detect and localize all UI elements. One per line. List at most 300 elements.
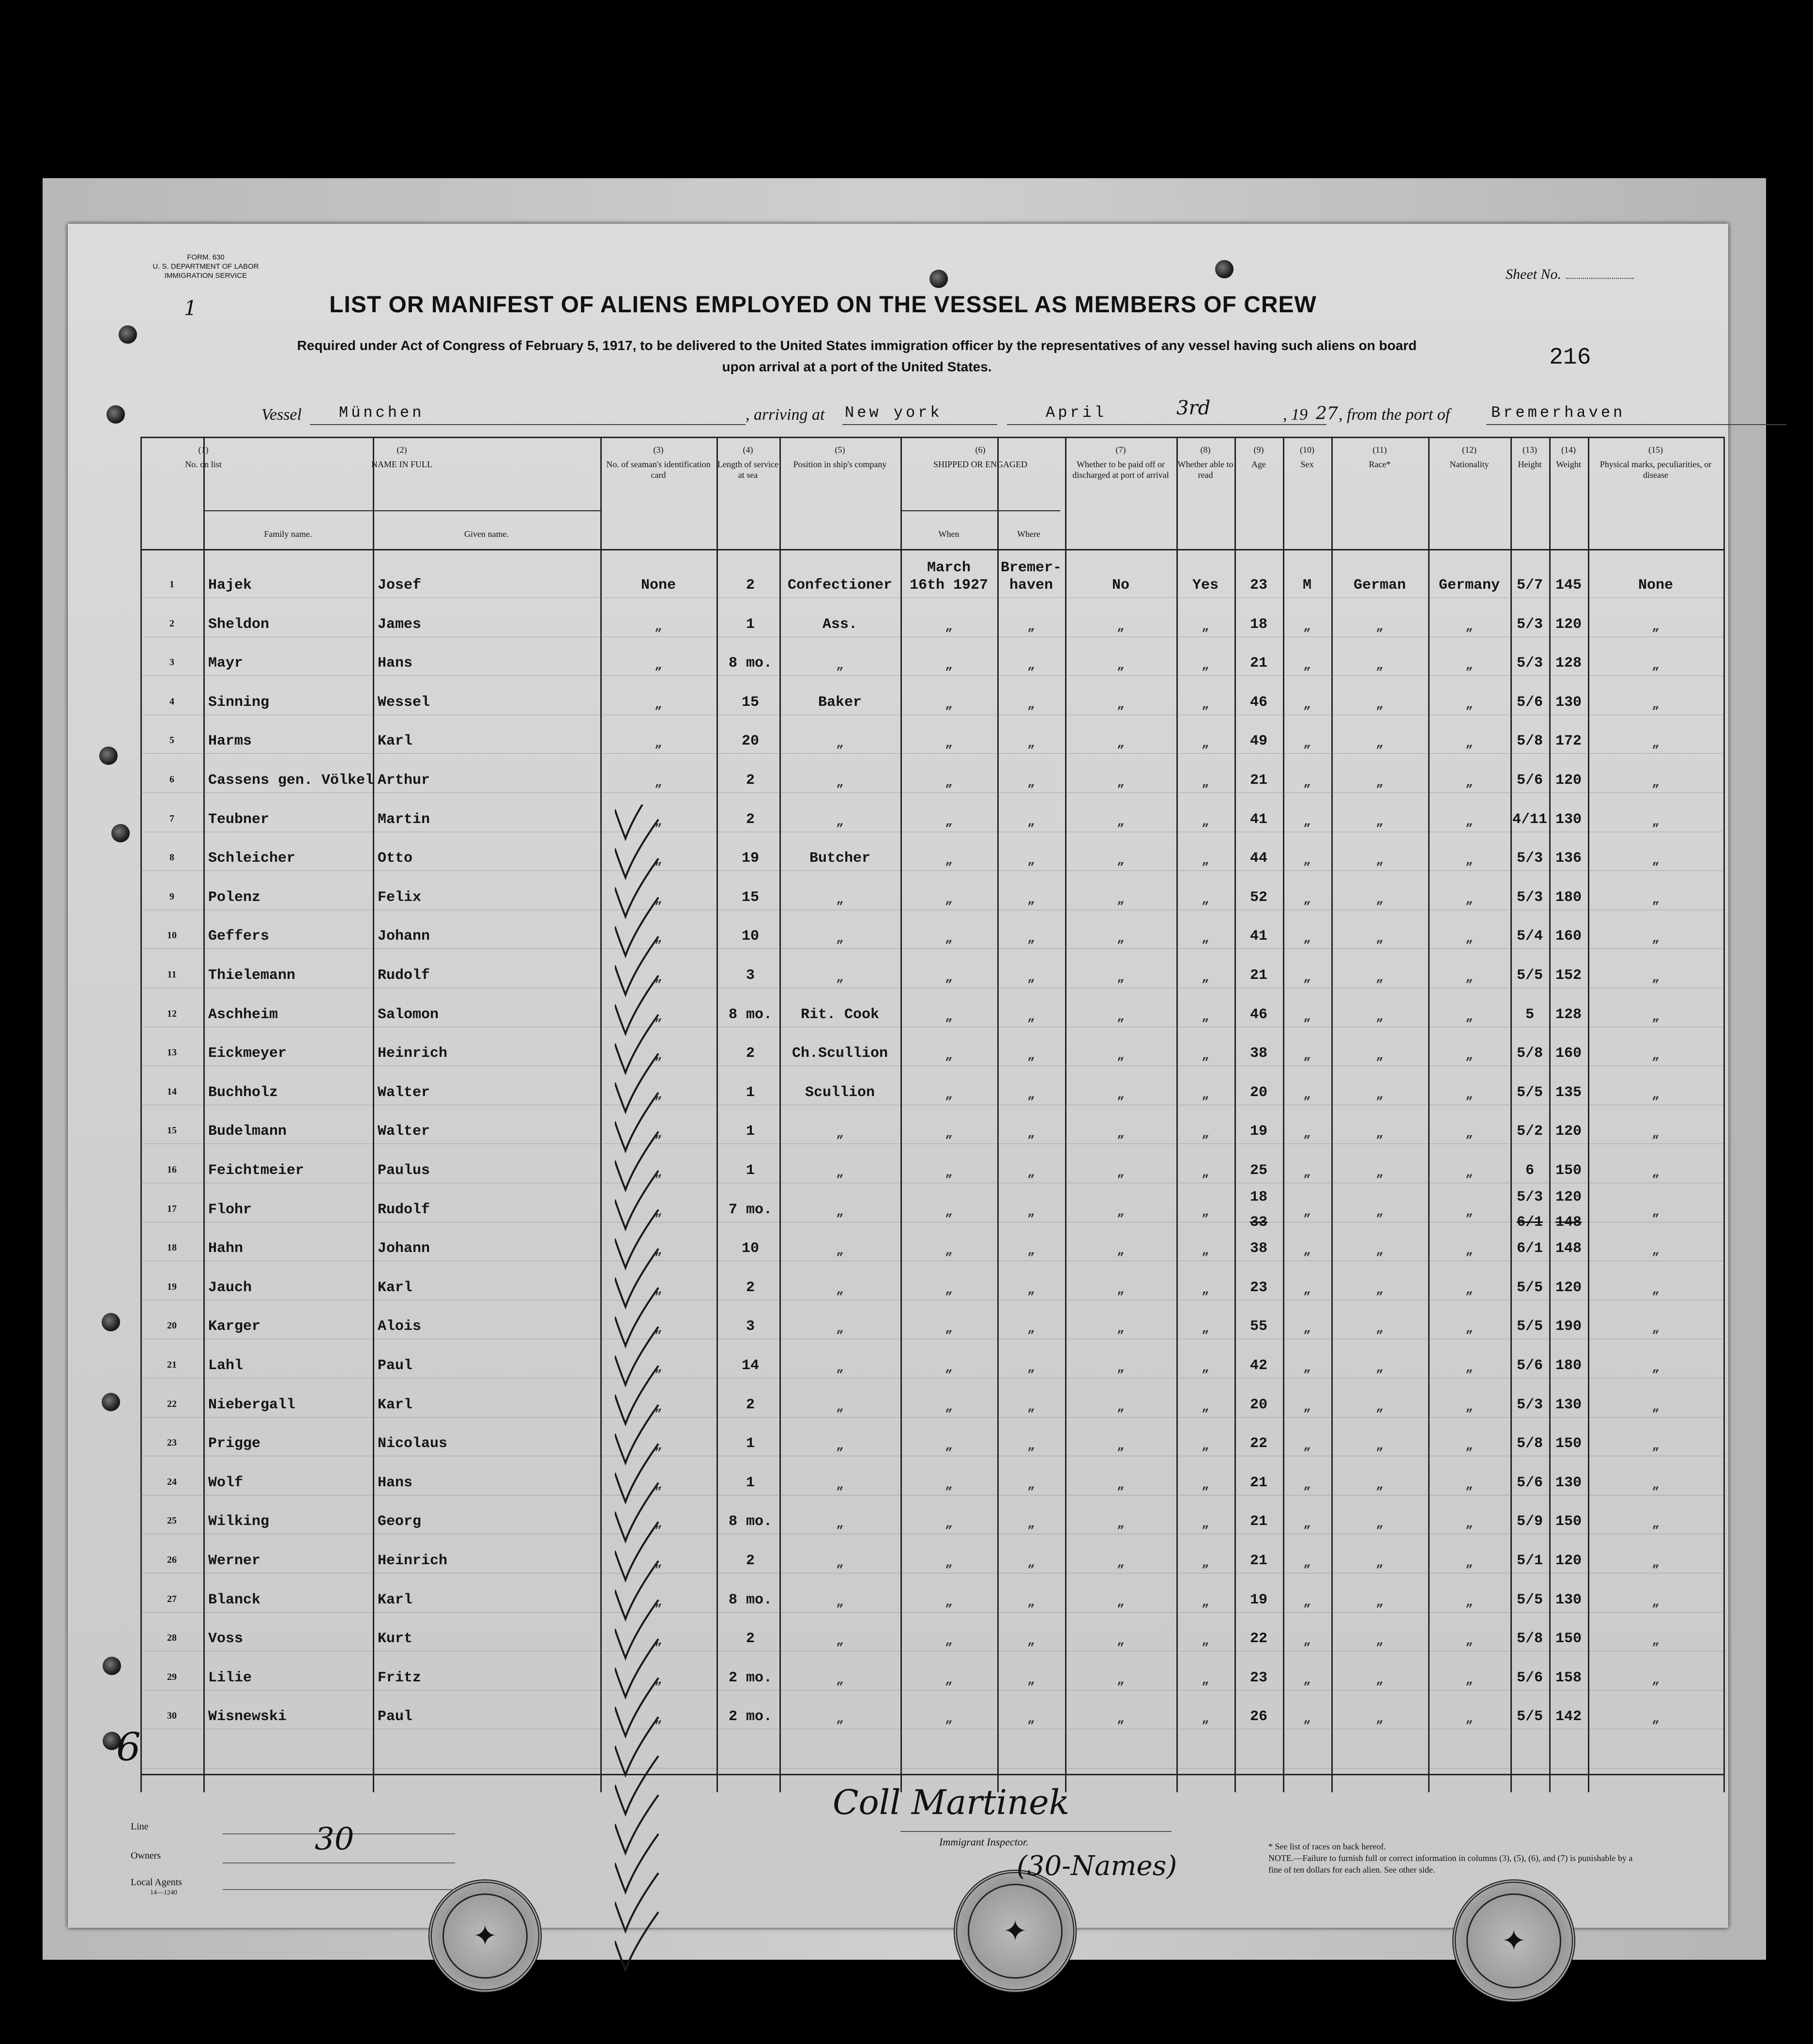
age: 38: [1249, 1045, 1267, 1062]
given-name: Martin: [378, 811, 430, 828]
age: 55: [1249, 1318, 1267, 1335]
ditto-mark: „: [1027, 775, 1035, 790]
ditto-mark: „: [945, 970, 953, 985]
length-of-service: 2: [746, 1045, 755, 1062]
length-of-service: 1: [746, 1435, 755, 1452]
column-line: [1428, 437, 1430, 1792]
ditto-mark: „: [1376, 697, 1384, 712]
ditto-mark: „: [1652, 1087, 1660, 1102]
ditto-mark: „: [1376, 970, 1384, 985]
row-number: 22: [167, 1398, 177, 1409]
age: 18: [1249, 1189, 1267, 1205]
ditto-mark: „: [1027, 658, 1035, 673]
ditto-mark: „: [1652, 814, 1660, 829]
department-name: U. S. DEPARTMENT OF LABOR: [152, 262, 259, 271]
year-prefix: , 19: [1283, 406, 1308, 424]
shipped-where: Bremer-: [1000, 560, 1062, 576]
ditto-mark: „: [1117, 892, 1125, 907]
ditto-mark: „: [945, 1711, 953, 1726]
ditto-mark: „: [945, 1360, 953, 1375]
ditto-mark: „: [945, 1399, 953, 1414]
given-name: Nicolaus: [378, 1435, 448, 1452]
length-of-service: 3: [746, 1318, 755, 1335]
weight: 120: [1555, 1553, 1582, 1569]
ditto-mark: „: [1652, 1360, 1660, 1375]
ditto-mark: „: [945, 1633, 953, 1648]
weight: 160: [1555, 928, 1582, 945]
ship-position: Ch.Scullion: [792, 1045, 888, 1062]
age: 19: [1249, 1123, 1267, 1140]
weight: 145: [1555, 577, 1582, 594]
weight: 120: [1555, 1189, 1582, 1205]
ditto-mark: „: [945, 697, 953, 712]
given-name: Otto: [378, 850, 413, 867]
ditto-mark: „: [1376, 1711, 1384, 1726]
header-given: Given name.: [464, 529, 509, 539]
struck-weight: 148: [1555, 1214, 1582, 1231]
ditto-mark: „: [836, 1321, 844, 1336]
family-name: Thielemann: [208, 967, 296, 984]
length-of-service: 14: [741, 1358, 759, 1374]
ditto-mark: „: [1652, 1126, 1660, 1141]
ditto-mark: „: [1376, 814, 1384, 829]
ditto-mark: „: [1465, 1516, 1473, 1531]
ditto-mark: „: [836, 1399, 844, 1414]
header-num: (3): [653, 445, 664, 455]
weight: 190: [1555, 1318, 1582, 1335]
sheet-label: Sheet No.: [1506, 266, 1561, 282]
inspector-label: Immigrant Inspector.: [939, 1836, 1029, 1848]
header-label: SHIPPED OR ENGAGED: [933, 459, 1027, 469]
ditto-mark: „: [1202, 736, 1209, 751]
race-note: * See list of races on back hereof.: [1268, 1842, 1386, 1851]
ditto-mark: „: [1465, 1165, 1473, 1180]
row-number: 29: [167, 1671, 177, 1682]
ditto-mark: „: [1117, 1048, 1125, 1063]
ditto-mark: „: [1652, 931, 1660, 946]
vessel-name: München: [339, 404, 425, 422]
ditto-mark: „: [655, 1165, 662, 1180]
age: 20: [1249, 1396, 1267, 1413]
length-of-service: 10: [741, 928, 759, 945]
ditto-mark: „: [836, 775, 844, 790]
ditto-mark: „: [1027, 1009, 1035, 1024]
height: 5/8: [1516, 733, 1543, 750]
ditto-mark: „: [1027, 1282, 1035, 1297]
ditto-mark: „: [1202, 1204, 1209, 1219]
given-name: Salomon: [378, 1006, 439, 1023]
given-name: Fritz: [378, 1669, 422, 1686]
ditto-mark: „: [1376, 775, 1384, 790]
year-suffix: 27: [1316, 404, 1338, 424]
ditto-mark: „: [1027, 1126, 1035, 1141]
ditto-mark: „: [1376, 1243, 1384, 1258]
ditto-mark: „: [1376, 853, 1384, 868]
weight: 172: [1555, 733, 1582, 750]
vessel-label: Vessel: [261, 406, 302, 424]
manifest-page: [68, 224, 1728, 1957]
ditto-mark: „: [836, 1360, 844, 1375]
ditto-mark: „: [1652, 853, 1660, 868]
ditto-mark: „: [1202, 1048, 1209, 1063]
footnote: [1268, 1841, 1646, 1876]
height: 5/6: [1516, 1358, 1543, 1374]
height: 5/3: [1516, 655, 1543, 672]
ditto-mark: „: [945, 1321, 953, 1336]
row-rule: [140, 597, 1723, 598]
ditto-mark: „: [1117, 931, 1125, 946]
punch-hole: [107, 405, 125, 424]
ditto-mark: „: [1303, 1204, 1311, 1219]
ditto-mark: „: [1303, 1360, 1311, 1375]
ditto-mark: „: [1027, 1516, 1035, 1531]
length-of-service: 10: [741, 1240, 759, 1257]
height: 5/3: [1516, 889, 1543, 906]
ditto-mark: „: [1027, 1204, 1035, 1219]
row-number: 28: [167, 1632, 177, 1644]
shipped-when: 16th 1927: [909, 577, 989, 594]
consulate-stamp: [954, 1870, 1077, 1993]
row-number: 20: [167, 1320, 177, 1331]
family-name: Mayr: [208, 655, 244, 672]
struck-height: 6/1: [1516, 1214, 1543, 1231]
header-name: [203, 444, 600, 470]
ditto-mark: „: [1202, 1009, 1209, 1024]
given-name: Johann: [378, 1240, 430, 1257]
age: 44: [1249, 850, 1267, 867]
ditto-mark: „: [1202, 619, 1209, 634]
family-name: Buchholz: [208, 1084, 278, 1101]
signature-line: [900, 1831, 1172, 1832]
height: 5/5: [1516, 1318, 1543, 1335]
ditto-mark: „: [1202, 892, 1209, 907]
ditto-mark: „: [1027, 1321, 1035, 1336]
ditto-mark: „: [1465, 931, 1473, 946]
column-line: [1510, 437, 1512, 1792]
ditto-mark: „: [1652, 1477, 1660, 1492]
given-name: Rudolf: [378, 967, 430, 984]
row-number: 8: [169, 852, 174, 863]
given-name: Paul: [378, 1708, 413, 1725]
length-of-service: 2 mo.: [728, 1708, 772, 1725]
header-label: Weight: [1556, 459, 1581, 469]
ditto-mark: „: [836, 1711, 844, 1726]
ditto-mark: „: [1202, 1672, 1209, 1687]
eagle-icon: ✦: [1003, 1915, 1028, 1947]
ditto-mark: „: [1303, 1009, 1311, 1024]
ditto-mark: „: [1652, 1165, 1660, 1180]
page-subtitle: Required under Act of Congress of February 5, 1917, to be delivered to the United States immigration officer by the representatives of any vessel having such aliens on board upon arrival at a port of the United States.: [297, 338, 1417, 374]
underline: [842, 424, 997, 425]
family-name: Cassens gen. Völkel: [208, 772, 374, 789]
header-race: [1331, 444, 1428, 470]
race: German: [1353, 577, 1406, 594]
ditto-mark: „: [1117, 1126, 1125, 1141]
owners-underline: [223, 1862, 455, 1863]
ditto-mark: „: [1652, 1321, 1660, 1336]
ditto-mark: „: [1202, 1477, 1209, 1492]
ditto-mark: „: [655, 853, 662, 868]
given-name: Karl: [378, 1396, 413, 1413]
given-name: Walter: [378, 1084, 430, 1101]
ditto-mark: „: [1652, 736, 1660, 751]
weight: 158: [1555, 1669, 1582, 1686]
weight: 136: [1555, 850, 1582, 867]
age: 22: [1249, 1631, 1267, 1647]
line-label: Line: [131, 1821, 149, 1832]
ditto-mark: „: [1652, 1243, 1660, 1258]
ditto-mark: „: [1465, 1711, 1473, 1726]
underline: [1486, 424, 1786, 425]
given-name: Hans: [378, 1474, 413, 1491]
row-rule: [140, 1690, 1723, 1691]
header-label: No. of seaman's identification card: [606, 459, 711, 480]
given-name: Walter: [378, 1123, 430, 1140]
ditto-mark: „: [1303, 1672, 1311, 1687]
length-of-service: 2: [746, 772, 755, 789]
able-to-read: Yes: [1192, 577, 1219, 594]
ditto-mark: „: [945, 1048, 953, 1063]
ditto-mark: „: [1465, 658, 1473, 673]
row-number: 10: [167, 930, 177, 941]
height: 5/6: [1516, 694, 1543, 711]
ditto-mark: „: [655, 1711, 662, 1726]
ditto-mark: „: [1303, 892, 1311, 907]
header-num: (12): [1462, 445, 1477, 455]
ditto-mark: „: [1117, 1009, 1125, 1024]
ditto-mark: „: [1117, 619, 1125, 634]
family-name: Voss: [208, 1631, 244, 1647]
paid-off: No: [1112, 577, 1129, 594]
ditto-mark: „: [1202, 1282, 1209, 1297]
header-num: (1): [198, 445, 209, 455]
given-name: Felix: [378, 889, 422, 906]
ditto-mark: „: [1303, 1711, 1311, 1726]
age: 25: [1249, 1162, 1267, 1179]
ditto-mark: „: [1376, 1087, 1384, 1102]
ditto-mark: „: [1117, 1282, 1125, 1297]
ditto-mark: „: [1202, 1087, 1209, 1102]
ditto-mark: „: [1117, 1399, 1125, 1414]
ditto-mark: „: [836, 736, 844, 751]
family-name: Geffers: [208, 928, 270, 945]
ditto-mark: „: [1376, 1477, 1384, 1492]
ditto-mark: „: [945, 775, 953, 790]
ditto-mark: „: [655, 1243, 662, 1258]
family-name: Flohr: [208, 1201, 252, 1218]
header-num: (4): [743, 445, 753, 455]
ditto-mark: „: [836, 1126, 844, 1141]
id-card-number: None: [640, 577, 676, 594]
ditto-mark: „: [1376, 1360, 1384, 1375]
ditto-mark: „: [1376, 1009, 1384, 1024]
age: 46: [1249, 694, 1267, 711]
ditto-mark: „: [1376, 1282, 1384, 1297]
weight: 120: [1555, 1123, 1582, 1140]
header-paid-off: [1065, 444, 1176, 480]
header-label: Position in ship's company: [793, 459, 887, 469]
ditto-mark: „: [945, 1009, 953, 1024]
row-rule: [140, 948, 1723, 949]
ditto-mark: „: [945, 619, 953, 634]
row-rule: [140, 870, 1723, 871]
family-name: Werner: [208, 1553, 261, 1569]
ditto-mark: „: [655, 1672, 662, 1687]
ditto-mark: „: [836, 814, 844, 829]
ditto-mark: „: [945, 1087, 953, 1102]
ditto-mark: „: [655, 1477, 662, 1492]
ditto-mark: „: [945, 1243, 953, 1258]
ditto-mark: „: [1303, 1048, 1311, 1063]
family-name: Wilking: [208, 1513, 270, 1530]
height: 5/5: [1516, 1279, 1543, 1296]
column-line: [1331, 437, 1333, 1792]
ditto-mark: „: [945, 1282, 953, 1297]
age: 21: [1249, 655, 1267, 672]
header-num: (14): [1561, 445, 1576, 455]
ditto-mark: „: [1202, 775, 1209, 790]
given-name: Rudolf: [378, 1201, 430, 1218]
row-number: 24: [167, 1476, 177, 1487]
ditto-mark: „: [655, 1087, 662, 1102]
length-of-service: 2: [746, 1279, 755, 1296]
ditto-mark: „: [1303, 1126, 1311, 1141]
age: 38: [1249, 1240, 1267, 1257]
ditto-mark: „: [1376, 1516, 1384, 1531]
ditto-mark: „: [1027, 1048, 1035, 1063]
ditto-mark: „: [1202, 1321, 1209, 1336]
ditto-mark: „: [1202, 931, 1209, 946]
ditto-mark: „: [1376, 931, 1384, 946]
column-line: [1283, 437, 1284, 1792]
ditto-mark: „: [1465, 1399, 1473, 1414]
length-of-service: 3: [746, 967, 755, 984]
name-subheader-line: [203, 510, 600, 511]
row-number: 5: [169, 735, 174, 746]
ditto-mark: „: [1303, 1087, 1311, 1102]
ditto-mark: „: [1027, 1477, 1035, 1492]
ditto-mark: „: [1303, 1399, 1311, 1414]
height: 5/7: [1516, 577, 1543, 594]
ditto-mark: „: [1117, 1477, 1125, 1492]
ditto-mark: „: [945, 931, 953, 946]
column-line: [1549, 437, 1551, 1792]
weight: 148: [1555, 1240, 1582, 1257]
column-line: [1723, 437, 1725, 1792]
page-title: LIST OR MANIFEST OF ALIENS EMPLOYED ON THE VESSEL AS MEMBERS OF CREW: [329, 292, 1317, 318]
length-of-service: 7 mo.: [728, 1201, 772, 1218]
sex: M: [1302, 577, 1311, 594]
ditto-mark: „: [836, 1672, 844, 1687]
ship-position: Scullion: [805, 1084, 875, 1101]
ditto-mark: „: [1303, 1282, 1311, 1297]
ditto-mark: „: [1027, 892, 1035, 907]
ditto-mark: „: [1117, 1672, 1125, 1687]
ditto-mark: „: [1465, 1009, 1473, 1024]
ditto-mark: „: [1202, 1556, 1209, 1570]
family-name: Prigge: [208, 1435, 261, 1452]
header-weight: [1549, 444, 1588, 470]
family-name: Lahl: [208, 1358, 244, 1374]
eagle-icon: ✦: [1501, 1925, 1526, 1957]
ditto-mark: „: [1465, 1126, 1473, 1141]
ditto-mark: „: [1027, 1165, 1035, 1180]
ditto-mark: „: [1652, 775, 1660, 790]
given-name: Heinrich: [378, 1553, 448, 1569]
header-num: (5): [835, 445, 845, 455]
ditto-mark: „: [1303, 853, 1311, 868]
ditto-mark: „: [945, 1477, 953, 1492]
row-rule: [140, 1417, 1723, 1418]
weight: 130: [1555, 811, 1582, 828]
ditto-mark: „: [1027, 1360, 1035, 1375]
header-service: [716, 444, 779, 480]
given-name: Johann: [378, 928, 430, 945]
given-name: Georg: [378, 1513, 422, 1530]
weight: 135: [1555, 1084, 1582, 1101]
row-rule: [140, 753, 1723, 754]
ditto-mark: „: [655, 1048, 662, 1063]
ditto-mark: „: [655, 931, 662, 946]
column-line: [373, 437, 374, 1792]
arrival-month: April: [1046, 404, 1107, 422]
row-number: 30: [167, 1710, 177, 1722]
length-of-service: 19: [741, 850, 759, 867]
weight: 128: [1555, 655, 1582, 672]
ditto-mark: „: [1027, 1399, 1035, 1414]
column-line: [203, 437, 205, 1792]
ditto-mark: „: [1376, 1438, 1384, 1453]
ditto-mark: „: [1652, 1516, 1660, 1531]
family-name: Karger: [208, 1318, 261, 1335]
weight: 120: [1555, 1279, 1582, 1296]
ditto-mark: „: [945, 1204, 953, 1219]
ditto-mark: „: [945, 1516, 953, 1531]
ditto-mark: „: [1303, 814, 1311, 829]
underline: [1007, 424, 1326, 425]
column-line: [779, 437, 781, 1792]
ditto-mark: „: [836, 1556, 844, 1570]
ditto-mark: „: [1465, 892, 1473, 907]
ditto-mark: „: [1303, 1243, 1311, 1258]
punch-hole: [119, 325, 137, 344]
length-of-service: 15: [741, 694, 759, 711]
ditto-mark: „: [836, 1243, 844, 1258]
length-of-service: 15: [741, 889, 759, 906]
ditto-mark: „: [1202, 1399, 1209, 1414]
ditto-mark: „: [836, 970, 844, 985]
length-of-service: 2 mo.: [728, 1669, 772, 1686]
ditto-mark: „: [1202, 1243, 1209, 1258]
height: 5/4: [1516, 928, 1543, 945]
row-rule: [140, 1768, 1723, 1769]
ditto-mark: „: [1027, 970, 1035, 985]
shipped-where: haven: [1009, 577, 1053, 594]
row-rule: [140, 1612, 1723, 1613]
family-name: Polenz: [208, 889, 261, 906]
row-number: 6: [169, 774, 174, 785]
ditto-mark: „: [945, 1594, 953, 1609]
form-code: 14—1240: [150, 1889, 177, 1896]
height: 5/6: [1516, 1669, 1543, 1686]
ditto-mark: „: [1117, 1711, 1125, 1726]
ditto-mark: „: [1465, 697, 1473, 712]
arrival-day: 3rd: [1176, 397, 1211, 419]
ditto-mark: „: [655, 814, 662, 829]
age: 23: [1249, 1279, 1267, 1296]
ditto-mark: „: [1303, 1594, 1311, 1609]
given-name: Karl: [378, 1591, 413, 1608]
